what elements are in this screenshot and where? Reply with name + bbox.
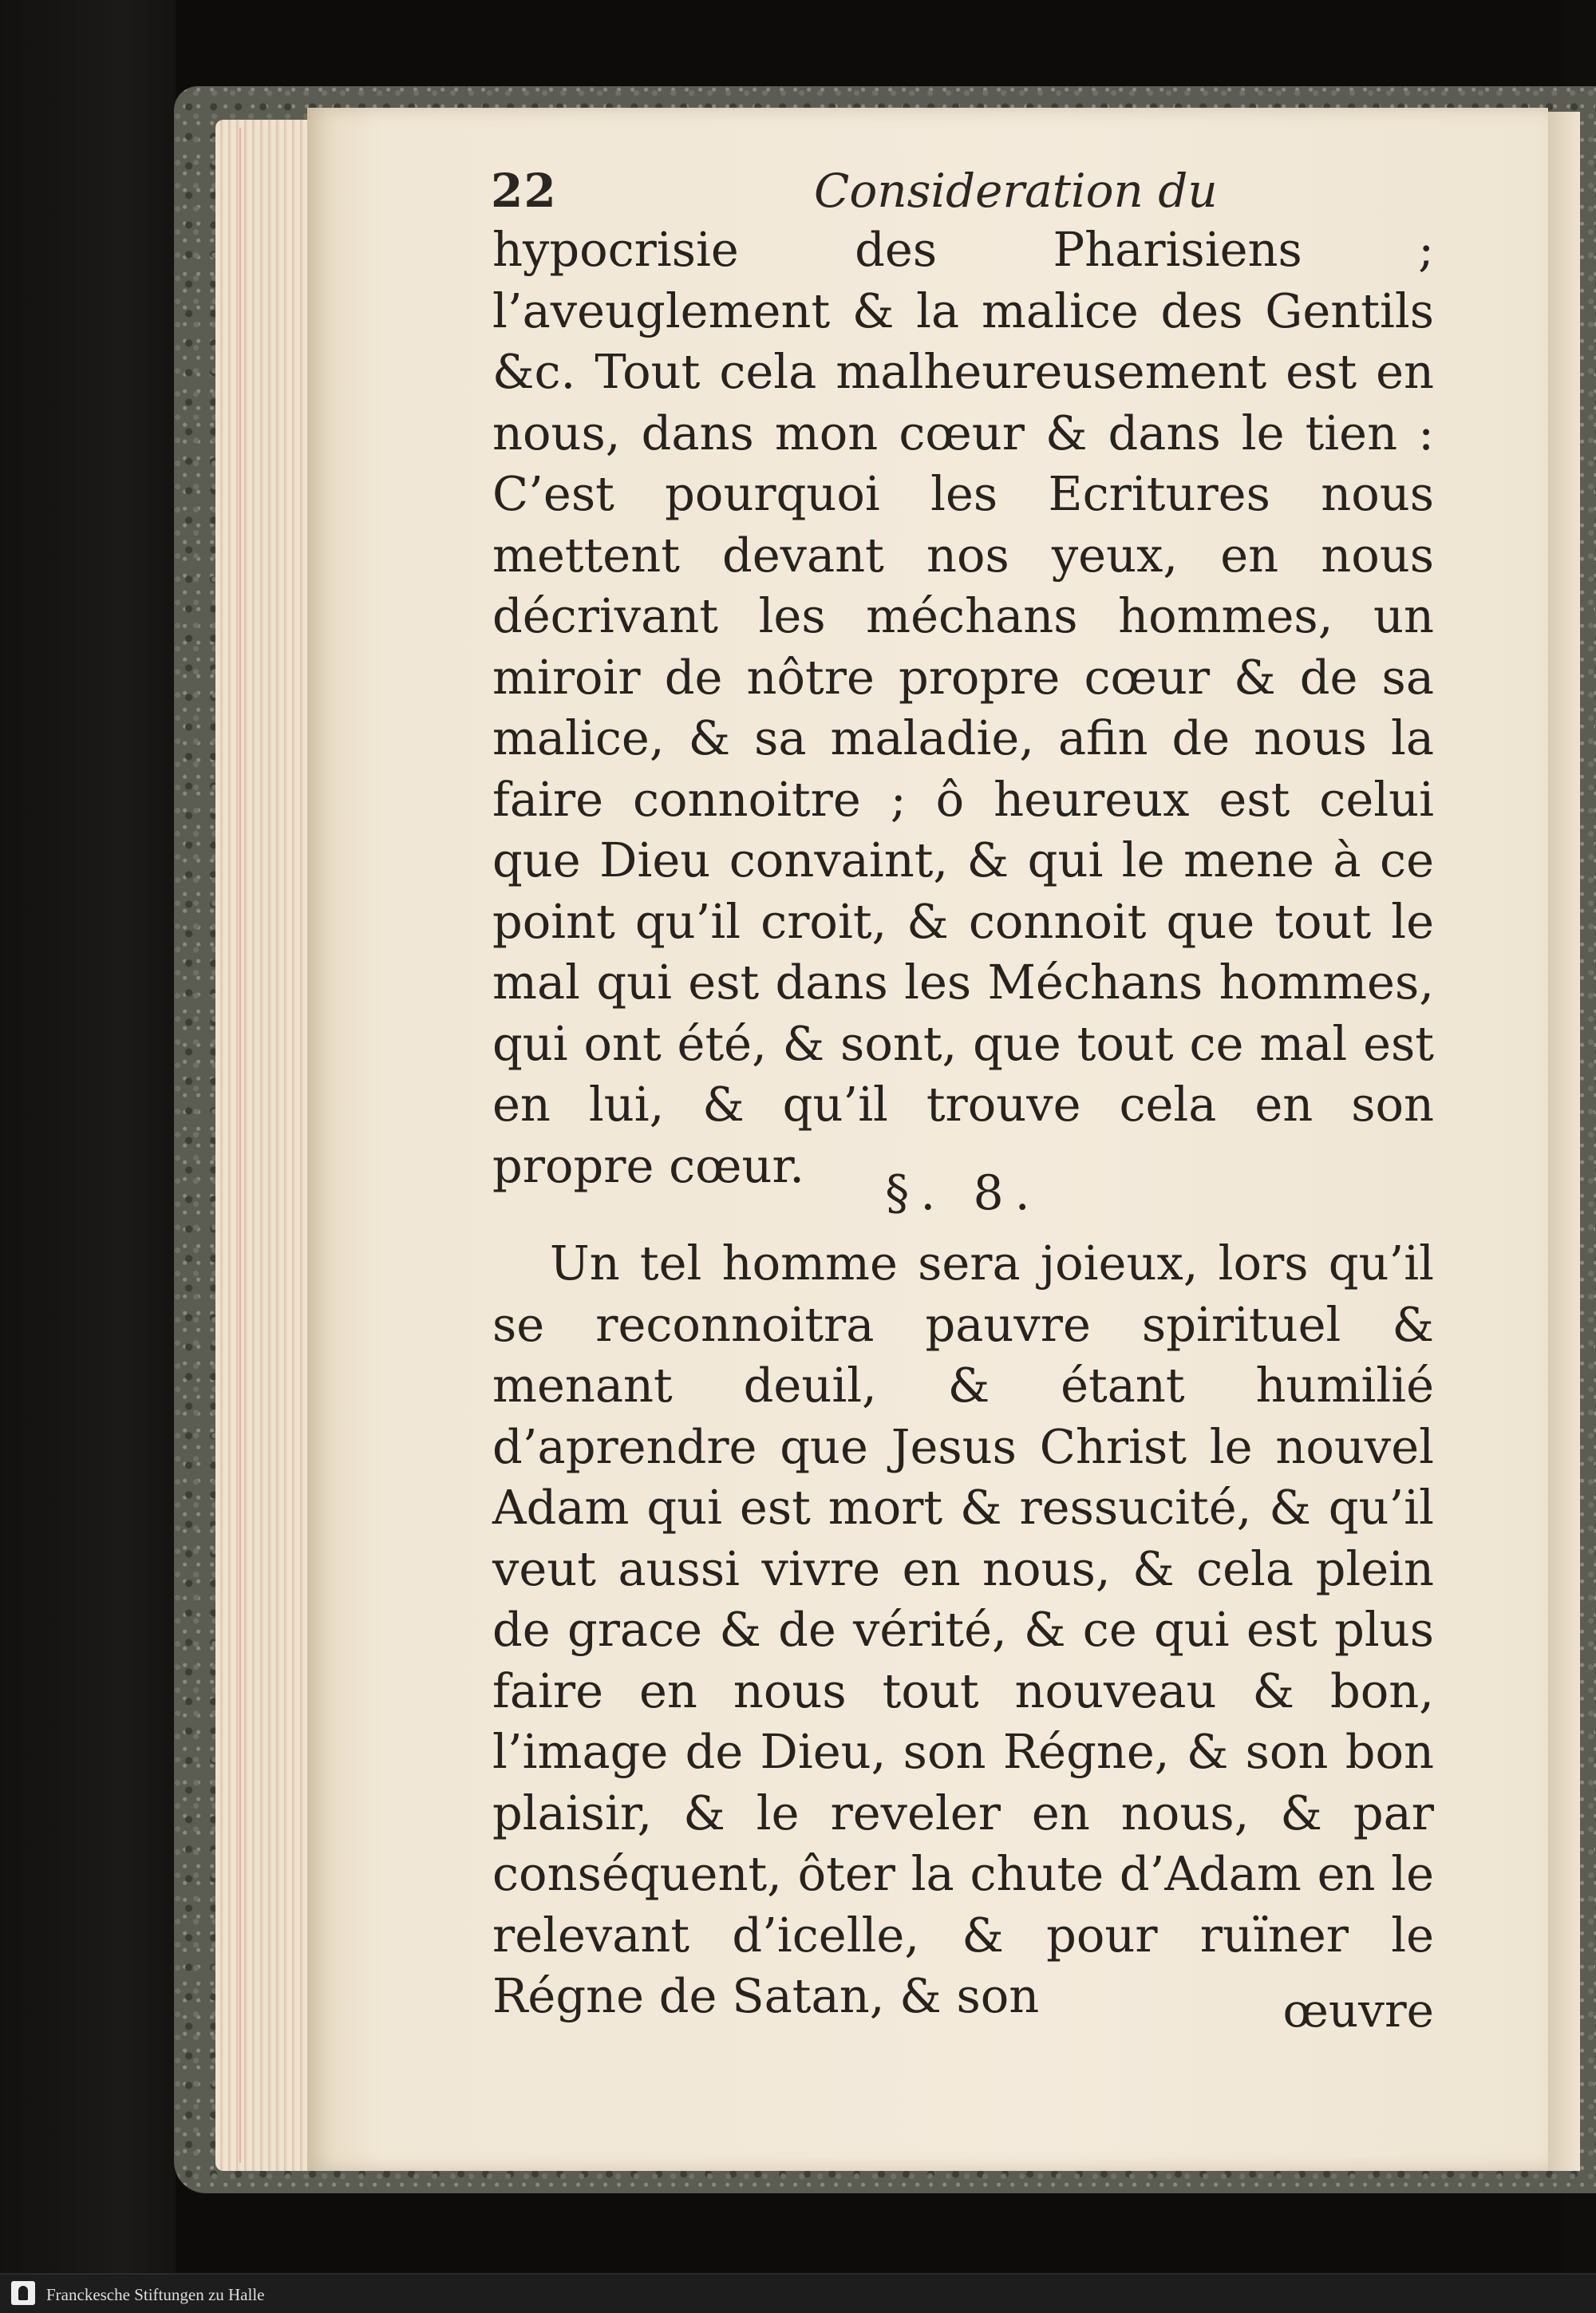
catchword: œuvre: [1282, 1983, 1434, 2038]
institution-logo-icon: [11, 2281, 35, 2305]
paragraph-1-text: hypocrisie des Pharisiens ; l’aveuglement & la malice des Gentils &c. Tout cela malheureusement est en nous, dans mon cœur & dans le tien : C’est pourquoi les Ecritures nous mettent devant nos yeux, en nous décrivant les méchans hommes, un miroir de nôtre propre cœur & de sa malice, & sa maladie, afin de nous la faire connoitre ; ô heureux est celui que Dieu convaint, & qui le mene à ce point qu’il croit, & connoit que tout le mal qui est dans les Méchans hommes, qui ont été, & sont, que tout ce mal est en lui, & qu’il trouve cela en son propre cœur.: [492, 222, 1434, 1193]
footer-credit: Franckesche Stiftungen zu Halle: [46, 2285, 265, 2304]
running-title: Consideration du: [814, 164, 1218, 218]
paragraph-2: [492, 1233, 1434, 2027]
page-number: 22: [491, 164, 557, 218]
viewer-footer: [0, 2273, 1596, 2313]
section-heading: §. 8.: [885, 1165, 1041, 1221]
paragraph-2-text: Un tel homme sera joieux, lors qu’il se reconnoitra pauvre spirituel & menant deuil, & étant humilié d’aprendre que Jesus Christ le nouvel Adam qui est mort & ressucité, & qu’il veut aussi vivre en nous, & cela plein de grace & de vérité, & ce qui est plus faire en nous tout nouveau & bon, l’image de Dieu, son Régne, & son bon plaisir, & le reveler en nous, & par conséquent, ôter la chute d’Adam en le relevant d’icelle, & pour ruïner le Régne de Satan, & son: [492, 1236, 1434, 2023]
running-head: [491, 164, 1448, 227]
paragraph-1: [492, 219, 1434, 1196]
facing-page-edge: [1548, 112, 1580, 2171]
dark-backdrop-left: [0, 0, 176, 2275]
red-page-edge: [239, 128, 314, 2163]
